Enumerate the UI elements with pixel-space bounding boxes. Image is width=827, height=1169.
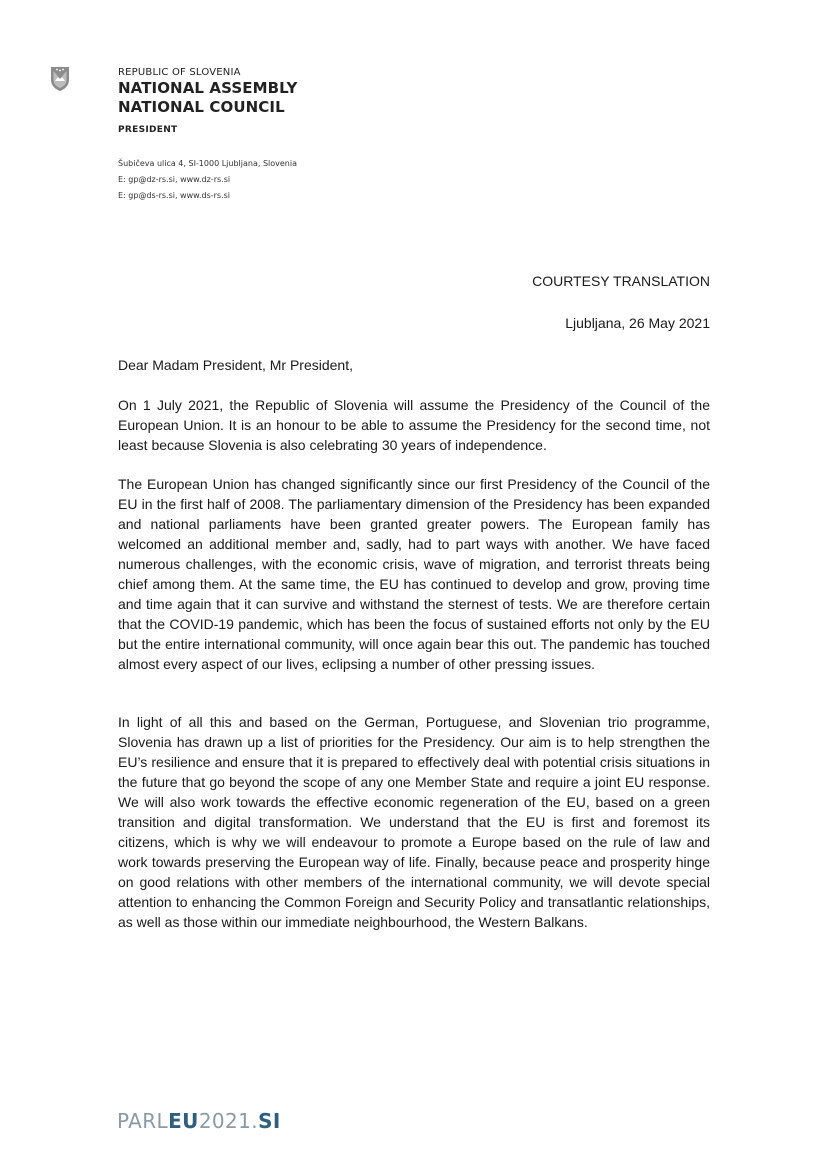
paragraph-2: The European Union has changed significantly since our first Presidency of the Council of the EU in the first half of 2008. The parliamentary dimension of the Presidency has been expanded and national parliaments have been granted greater powers. The European family has welcomed an additional member and, sadly, had to part ways with another. We have faced numerous challenges, with the economic crisis, wave of migration, and terrorist threats being chief among them. At the same time, the EU has continued to develop and grow, proving time and time again that it can survive and withstand the sternest of tests. We are therefore certain that the COVID-19 pandemic, which has been the focus of sustained efforts not only by the EU but the entire international community, will once again bear this out. The pandemic has touched almost every aspect of our lives, eclipsing a number of other pressing issues. <box>118 476 710 672</box>
letterhead-email-council: E: gp@ds-rs.si, www.ds-rs.si <box>118 191 231 200</box>
paragraph-1: On 1 July 2021, the Republic of Slovenia will assume the Presidency of the Council of the European Union. It is an honour to be able to assume the Presidency for the second time, not least because Slovenia is also celebrating 30 years of independence. <box>118 397 710 453</box>
letterhead-republic: REPUBLIC OF SLOVENIA <box>118 67 241 78</box>
logo-part-parl: PARL <box>117 1109 169 1133</box>
courtesy-translation-label: COURTESY TRANSLATION <box>532 273 710 289</box>
logo-part-2021: 2021. <box>198 1109 259 1133</box>
logo-part-eu: EU <box>168 1109 199 1133</box>
paragraph-3: In light of all this and based on the German, Portuguese, and Slovenian trio programme, Slovenia has drawn up a list of priorities for the Presidency. Our aim is to help strengthen the EU’s resilience and ensure that it is prepared to effectively deal with potential crisis situations in the future that go beyond the scope of any one Member State and require a joint EU response. We will also work towards the effective economic regeneration of the EU, based on a green transition and digital transformation. We understand that the EU is first and foremost its citizens, which is why we will endeavour to promote a Europe based on the rule of law and work towards preserving the European way of life. Finally, because peace and prosperity hinge on good relations with other members of the international community, we will devote special attention to enhancing the Common Foreign and Security Policy and transatlantic relationships, as well as those within our immediate neighbourhood, the Western Balkans. <box>118 714 710 930</box>
letterhead <box>118 66 538 204</box>
logo-part-si: SI <box>258 1109 281 1133</box>
letter-date: Ljubljana, 26 May 2021 <box>565 315 710 331</box>
letterhead-national-assembly: NATIONAL ASSEMBLY <box>118 79 298 97</box>
letterhead-email-assembly: E: gp@dz-rs.si, www.dz-rs.si <box>118 175 231 184</box>
slovenia-coat-of-arms-icon <box>50 66 70 92</box>
letterhead-national-council: NATIONAL COUNCIL <box>118 98 285 116</box>
letterhead-contact <box>118 156 538 204</box>
salutation: Dear Madam President, Mr President, <box>118 357 353 373</box>
letterhead-address: Šubičeva ulica 4, SI-1000 Ljubljana, Slovenia <box>118 159 297 168</box>
letterhead-role: PRESIDENT <box>118 125 178 135</box>
parleu2021-logo <box>117 1109 281 1133</box>
